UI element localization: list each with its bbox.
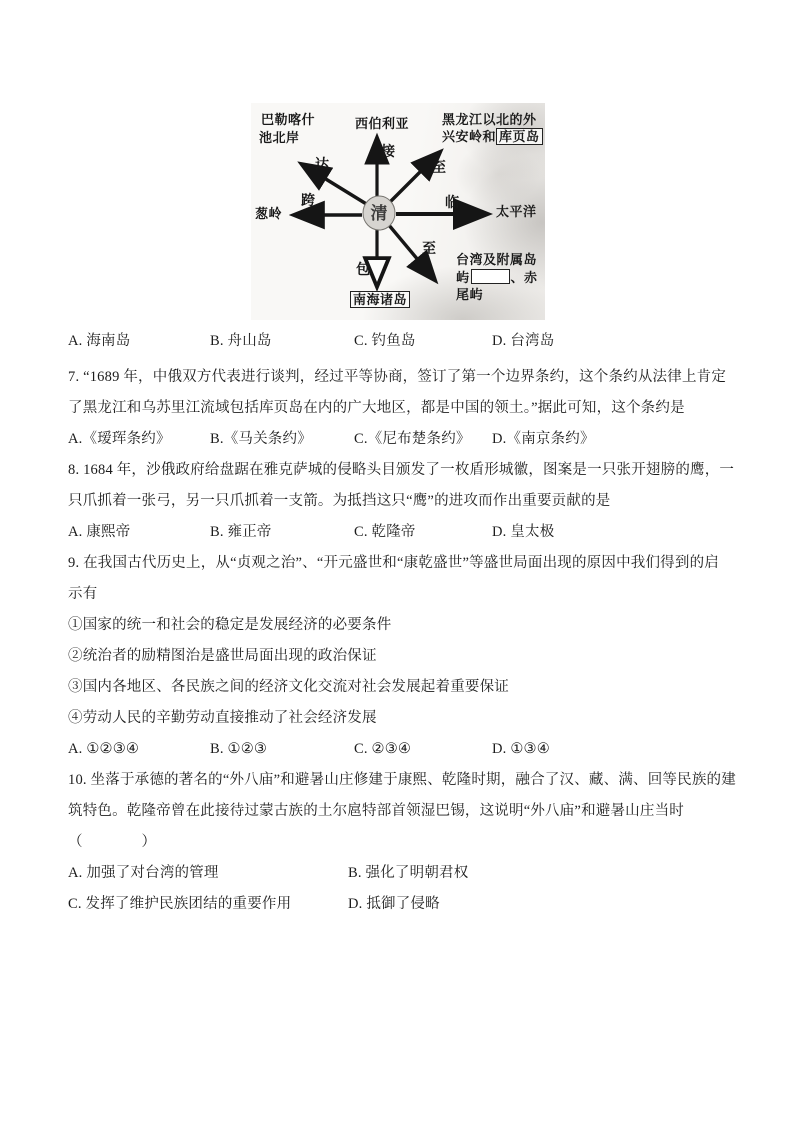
label-chi: 、赤 [510,270,538,285]
q6-option-b: B. 舟山岛 [210,333,272,349]
q9-item-2: ②统治者的励精图治是盛世局面出现的政治保证 [68,648,377,664]
q7-options-row [68,429,748,460]
verb-lin: 临 [445,194,459,210]
label-xinganling: 兴安岭和 [442,129,497,144]
q7-option-d: D.《南京条约》 [492,431,595,447]
q7-option-c: C.《尼布楚条约》 [354,431,471,447]
q9-item-1: ①国家的统一和社会的稳定是发展经济的必要条件 [68,617,392,633]
label-congling: 葱岭 [255,206,283,221]
label-heilongjiang-line1: 黑龙江以北的外 [442,112,537,127]
label-nanhai-boxed: 南海诸岛 [350,291,410,308]
q6-options-row [68,331,748,362]
question-text-column [68,331,748,925]
q7-option-a: A.《瑷珲条约》 [68,431,171,447]
q9-option-c: C. ②③④ [354,741,412,757]
q10-options-row-2 [68,894,748,925]
label-taiwan-line2 [456,269,538,286]
qing-territory-diagram [251,103,545,320]
q6-option-a: A. 海南岛 [68,333,131,349]
label-nanhai-boxed-wrap [350,291,410,308]
verb-bao: 包 [356,261,370,277]
q9-line-1: 9. 在我国古代历史上，从“贞观之治”、“开元盛世和“康乾盛世”等盛世局面出现的原因中我们得到的启 [68,555,719,571]
q8-option-a: A. 康熙帝 [68,524,131,540]
qing-center-label: 清 [370,204,388,223]
label-kuyedao-boxed: 库页岛 [496,128,543,145]
verb-zhi-ne: 至 [432,159,446,175]
q9-line-2: 示有 [68,586,98,602]
q9-item-3: ③国内各地区、各民族之间的经济文化交流对社会发展起着重要保证 [68,679,509,695]
q10-option-d: D. 抵御了侵略 [348,896,440,912]
q8-options-row [68,522,748,553]
q10-line-2: 筑特色。乾隆帝曾在此接待过蒙古族的土尔扈特部首领湿巴锡，这说明“外八庙”和避暑山庄当时 [68,803,684,819]
q7-line-1: 7. “1689 年，中俄双方代表进行谈判，经过平等协商，签订了第一个边界条约，这个条约从法律上肯定 [68,369,727,385]
label-heilongjiang-line2 [442,128,543,145]
label-siberia: 西伯利亚 [355,116,410,131]
q10-option-b: B. 强化了明朝君权 [348,865,469,881]
q9-option-a: A. ①②③④ [68,741,140,757]
q10-bracket-line: （ ） [68,834,157,850]
q8-line-2: 只爪抓着一张弓，另一只爪抓着一支箭。为抵挡这只“鹰”的进攻而作出重要贡献的是 [68,493,611,509]
q8-option-c: C. 乾隆帝 [354,524,416,540]
q8-line-1: 8. 1684 年，沙俄政府给盘踞在雅克萨城的侵略头目颁发了一枚盾形城徽，图案是一只张开翅膀的鹰，一 [68,462,735,478]
q6-option-d: D. 台湾岛 [492,333,555,349]
label-pacific: 太平洋 [496,204,537,219]
q9-options-row [68,739,748,770]
q7-line-2: 了黑龙江和乌苏里江流域包括库页岛在内的广大地区，都是中国的领土。”据此可知，这个条约是 [68,400,685,416]
blank-answer-box [471,269,510,284]
label-balkhash-line2: 池北岸 [259,130,300,145]
label-taiwan-line3: 尾屿 [456,287,484,302]
q10-option-a: A. 加强了对台湾的管理 [68,865,219,881]
label-yu: 屿 [456,270,470,285]
verb-zhi-se: 至 [422,240,436,256]
verb-kua: 跨 [301,192,315,208]
q10-options-row-1 [68,863,748,894]
q9-option-d: D. ①③④ [492,741,550,757]
verb-jie: 接 [381,143,395,159]
q9-option-b: B. ①②③ [210,741,268,757]
q9-item-4: ④劳动人民的辛勤劳动直接推动了社会经济发展 [68,710,377,726]
q8-option-b: B. 雍正帝 [210,524,272,540]
label-balkhash-line1: 巴勒喀什 [261,112,316,127]
q7-option-b: B.《马关条约》 [210,431,312,447]
q10-line-1: 10. 坐落于承德的著名的“外八庙”和避暑山庄修建于康熙、乾隆时期，融合了汉、藏、满、回等民族的建 [68,772,736,788]
label-taiwan-line1: 台湾及附属岛 [456,252,538,267]
q10-option-c: C. 发挥了维护民族团结的重要作用 [68,896,292,912]
q6-option-c: C. 钓鱼岛 [354,333,416,349]
verb-da: 达 [315,156,329,172]
q8-option-d: D. 皇太极 [492,524,555,540]
